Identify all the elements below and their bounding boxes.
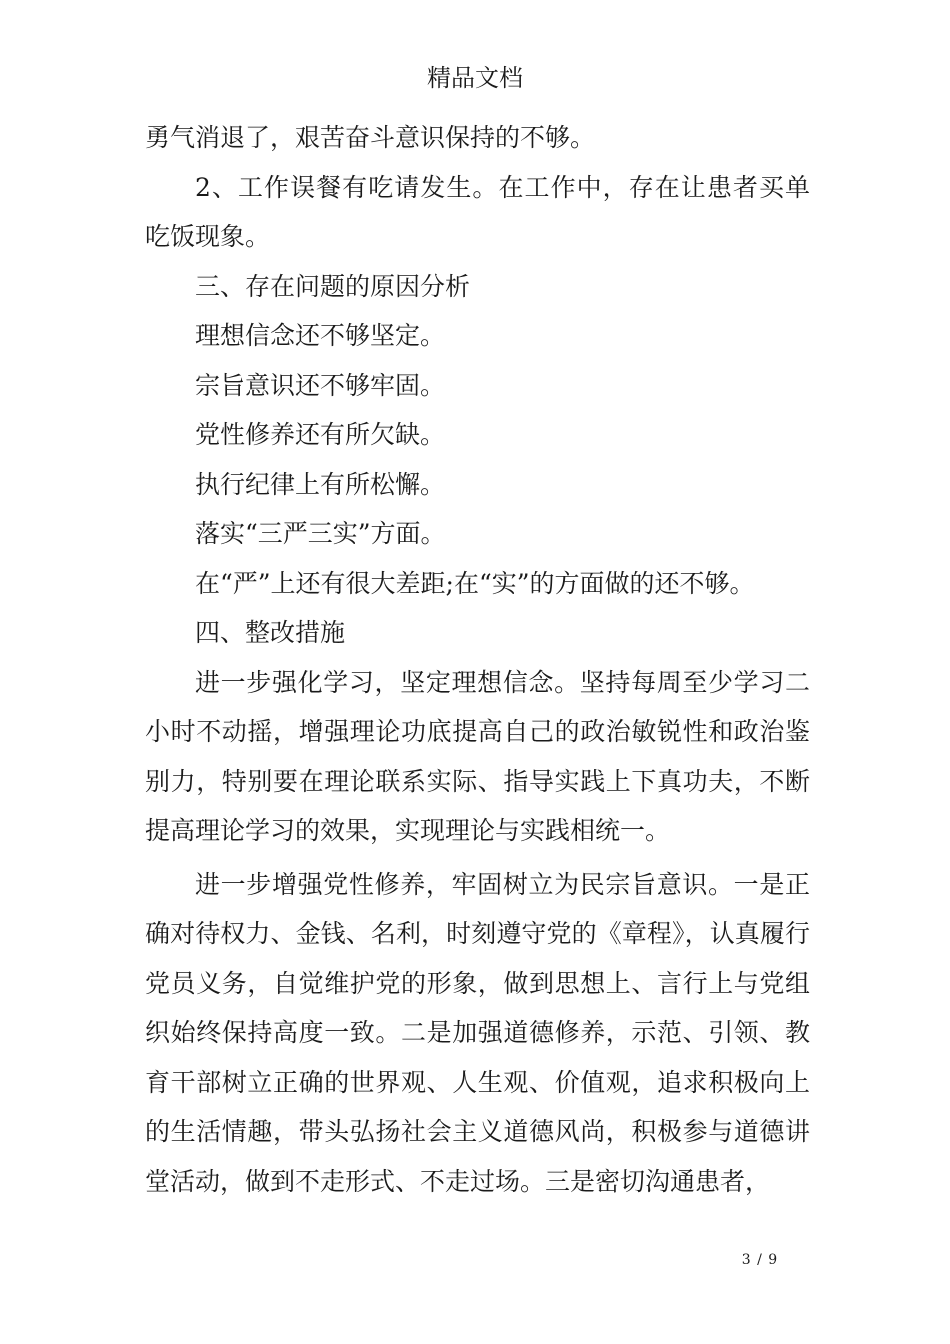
section-heading: 三、存在问题的原因分析 [195,271,471,301]
page-header: 精品文档 [427,64,523,92]
paragraph: 落实“三严三实”方面。 [195,519,446,548]
paragraph: 进一步强化学习，坚定理想信念。坚持每周至少学习二小时不动摇，增强理论功底提高自己的政治敏锐性和政治鉴别力，特别要在理论联系实际、指导实践上下真功夫，不断提高理论学习的效果，实现理论与实践相统一。 [145,667,810,845]
paragraph: 勇气消退了，艰苦奋斗意识保持的不够。 [145,123,596,152]
paragraph: 在“严”上还有很大差距;在“实”的方面做的还不够。 [195,568,755,598]
section-heading: 四、整改措施 [195,618,346,647]
paragraph: 进一步增强党性修养，牢固树立为民宗旨意识。一是正确对待权力、金钱、名利，时刻遵守党的《章程》，认真履行党员义务，自觉维护党的形象，做到思想上、言行上与党组织始终保持高度一致。二是加强道德修养，示范、引领、教育干部树立正确的世界观、人生观、价值观，追求积极向上的生活情趣，带头弘扬社会主义道德风尚，积极参与道德讲堂活动，做到不走形式、不走过场。三是密切沟通患者， [145,869,810,1196]
paragraph: 理想信念还不够坚定。 [195,321,446,350]
paragraph: 宗旨意识还不够牢固。 [195,370,446,400]
page-number: 3 / 9 [741,1252,779,1268]
document-body [145,113,810,1206]
paragraph: 2、工作误餐有吃请发生。在工作中，存在让患者买单吃饭现象。 [145,172,810,251]
paragraph: 党性修养还有所欠缺。 [195,420,446,449]
paragraph: 执行纪律上有所松懈。 [195,469,446,499]
